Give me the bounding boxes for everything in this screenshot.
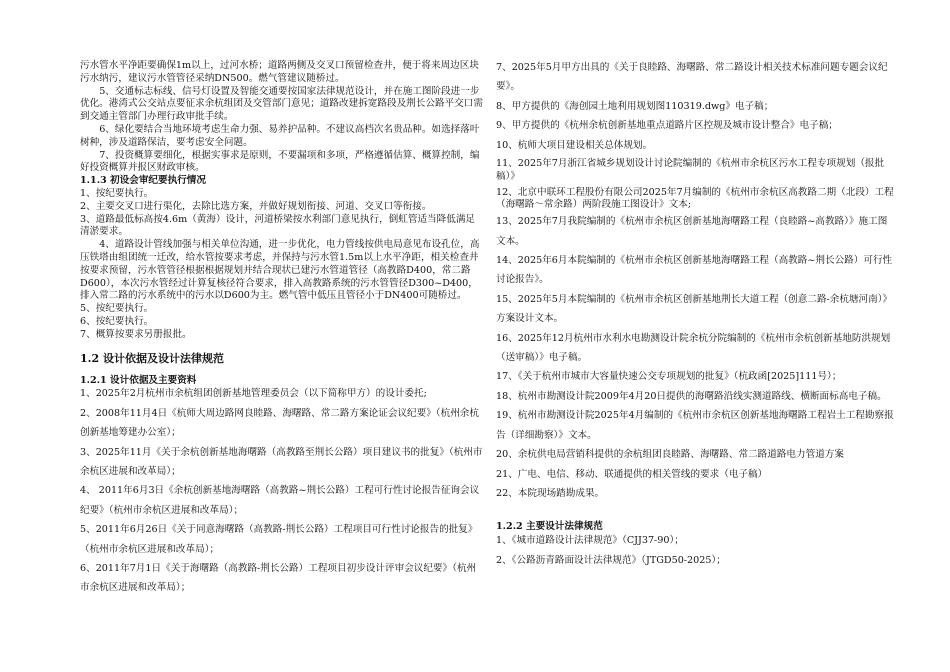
list-item: 10、杭师大项目建设相关总体规划。 — [496, 139, 653, 151]
list-item: 14、2025年6月本院编制的《杭州市余杭区创新基地海曙路工程（高教路~荆长公路）可行性讨论报告》。 — [496, 255, 893, 286]
list-item: 5、按纪要执行。 — [80, 303, 154, 315]
left-column — [80, 0, 484, 598]
list-item: 15、2025年5月本院编制的《杭州市余杭区创新基地荆长大道工程（创意二路-余杭塘河南）》方案设计文本。 — [496, 293, 893, 325]
list-item: 5、2011年6月26日《关于同意海曙路（高教路-荆长公路）工程项目可行性讨论报告的批复》（杭州市余杭区进展和改革局）； — [80, 524, 478, 555]
list-item: 3、2025年11月《关于余杭创新基地海曙路（高教路至荆长公路）项目建议书的批复》（杭州市余杭区进展和改革局）； — [80, 446, 483, 477]
design-note-paragraph: 6、绿化要结合当地环境考虑生命力强、易养护品种。不建议高档次名贵品种。如选择落叶树种，涉及道路保洁，要考虑安全问题。 — [80, 123, 480, 148]
list-item: 3、道路最低标高按4.6m（黄海）设计，河道桥梁按水利部门意见执行，倒虹管适当降低满足清淤要求。 — [80, 213, 476, 238]
list-item: 20、余杭供电局营销科提供的余杭组团良睦路、海曙路、常二路道路电力管道方案 — [496, 449, 844, 461]
list-item: 9、甲方提供的《杭州余杭创新基地重点道路片区控规及城市设计整合》电子稿； — [496, 120, 838, 132]
subsection-heading-1-2-1: 1.2.1 设计依据及主要资料 — [80, 374, 197, 386]
list-item: 19、杭州市勘测设计院2025年4月编制的《杭州市余杭区创新基地海曙路工程岩土工程勘察报告（详细勘察）》文本。 — [496, 410, 894, 441]
subsection-heading-1-1-3: 1.1.3 初设会审纪要执行情况 — [80, 175, 206, 187]
list-item: 6、按纪要执行。 — [80, 315, 154, 327]
list-item: 1、《城市道路设计法律规范》（CJJ37-90）； — [496, 535, 684, 547]
list-item: 1、2025年2月杭州市余杭组团创新基地管理委员会（以下简称甲方）的设计委托; — [80, 388, 427, 400]
design-note-paragraph: 5、交通标志标线、信号灯设置及智能交通要按国家法律规范设计，并在施工图阶段进一步优化。港湾式公交站点要征求余杭组团及交管部门意见；道路改建拆宽路段及荆长公路平交口需到交通主管部门办理行政审批手续。 — [80, 85, 483, 123]
list-item: 17、《关于杭州市城市大容量快速公交专项规划的批复》（杭政函[2025]111号）； — [496, 371, 842, 383]
subsection-heading-1-2-2: 1.2.2 主要设计法律规范 — [496, 521, 603, 533]
list-item: 16、2025年12月杭州市水利水电勘测设计院余杭分院编制的《杭州市余杭创新基地防洪规划（送审稿）》电子稿。 — [496, 332, 891, 364]
list-item: 6、2011年7月1日《关于海曙路（高教路-荆长公路）工程项目初步设计评审会议纪要》（杭州市余杭区进展和改革局）； — [80, 562, 477, 594]
list-item: 2、2008年11月4日《杭师大周边路网良睦路、海曙路、常二路方案论证会议纪要》（杭州余杭创新基地筹建办公室）； — [80, 407, 479, 439]
list-item: 12、北京中联环工程股份有限公司2025年7月编制的《杭州市余杭区高教路二期（北段）工程（海曙路～常余路）两阶段施工图设计》文本; — [496, 186, 894, 211]
list-item: 13、2025年7月我院编制的《杭州市余杭区创新基地海曙路工程（良睦路~高教路）》施工图文本。 — [496, 216, 888, 247]
list-item: 21、广电、电信、移动、联通提供的相关管线的要求（电子稿） — [496, 468, 768, 480]
list-item: 2、《公路沥青路面设计法律规范》（JTGD50-2025）； — [496, 554, 726, 566]
list-item: 18、杭州市勘测设计院2009年4月20日提供的海曙路沿线实测道路线、横断面标高电子稿。 — [496, 390, 887, 402]
list-item: 1、按纪要执行。 — [80, 187, 154, 199]
right-column — [496, 0, 896, 570]
list-item: 2、主要交叉口进行渠化，去除比选方案，并做好规划衔接、河道、交叉口等衔接。 — [80, 200, 432, 212]
list-item: 11、2025年7月浙江省城乡规划设计讨论院编制的《杭州市余杭区污水工程专项规划（报批稿）》 — [496, 158, 885, 182]
design-note-paragraph: 7、投资概算要细化，根据实事求是原则，不要漏项和多项，严格遵循估算、概算控制，编好投资概算并报区财政审核。 — [80, 149, 480, 174]
design-note-paragraph: 污水管水平净距要确保1m以上，过河水桥；道路两侧及交叉口预留检查井，便于将来周边区块污水纳污，建议污水管管径采纳DN500。燃气管建议随桥过。 — [80, 60, 479, 84]
list-item: 8、甲方提供的《海创园土地利用规划图110319.dwg》电子稿； — [496, 100, 774, 112]
list-item: 4、道路设计管线加强与相关单位沟通，进一步优化，电力管线按供电局意见布设孔位，高压铁塔由组团统一迁改，给水管按要求考虑，并保持与污水管1.5m以上水平净距，相关检查井按要求预留，污水管管径根据根据规划并结合现状已建污水管道管径（高教路D400，常二路D600），本次污水管经过计算复核径符合要求，排入高教路系统的污水管管径D300~D400，排入常二路的污水系统中的污水以D600为主。燃气管中低压且管径小于DN400可随桥过。 — [80, 239, 480, 302]
list-item: 4、 2011年6月3日《余杭创新基地海曙路（高教路~荆长公路）工程可行性讨论报告征询会议纪要》（杭州市余杭区进展和改革局）； — [80, 485, 480, 516]
list-item: 7、概算按要求另册报批。 — [80, 328, 192, 340]
list-item: 7、2025年5月甲方出具的《关于良睦路、海曙路、常二路设计相关技术标准问题专题会议纪要》。 — [496, 62, 888, 93]
list-item: 22、本院现场踏勘成果。 — [496, 487, 605, 499]
section-heading-1-2: 1.2 设计依据及设计法律规范 — [80, 351, 224, 365]
